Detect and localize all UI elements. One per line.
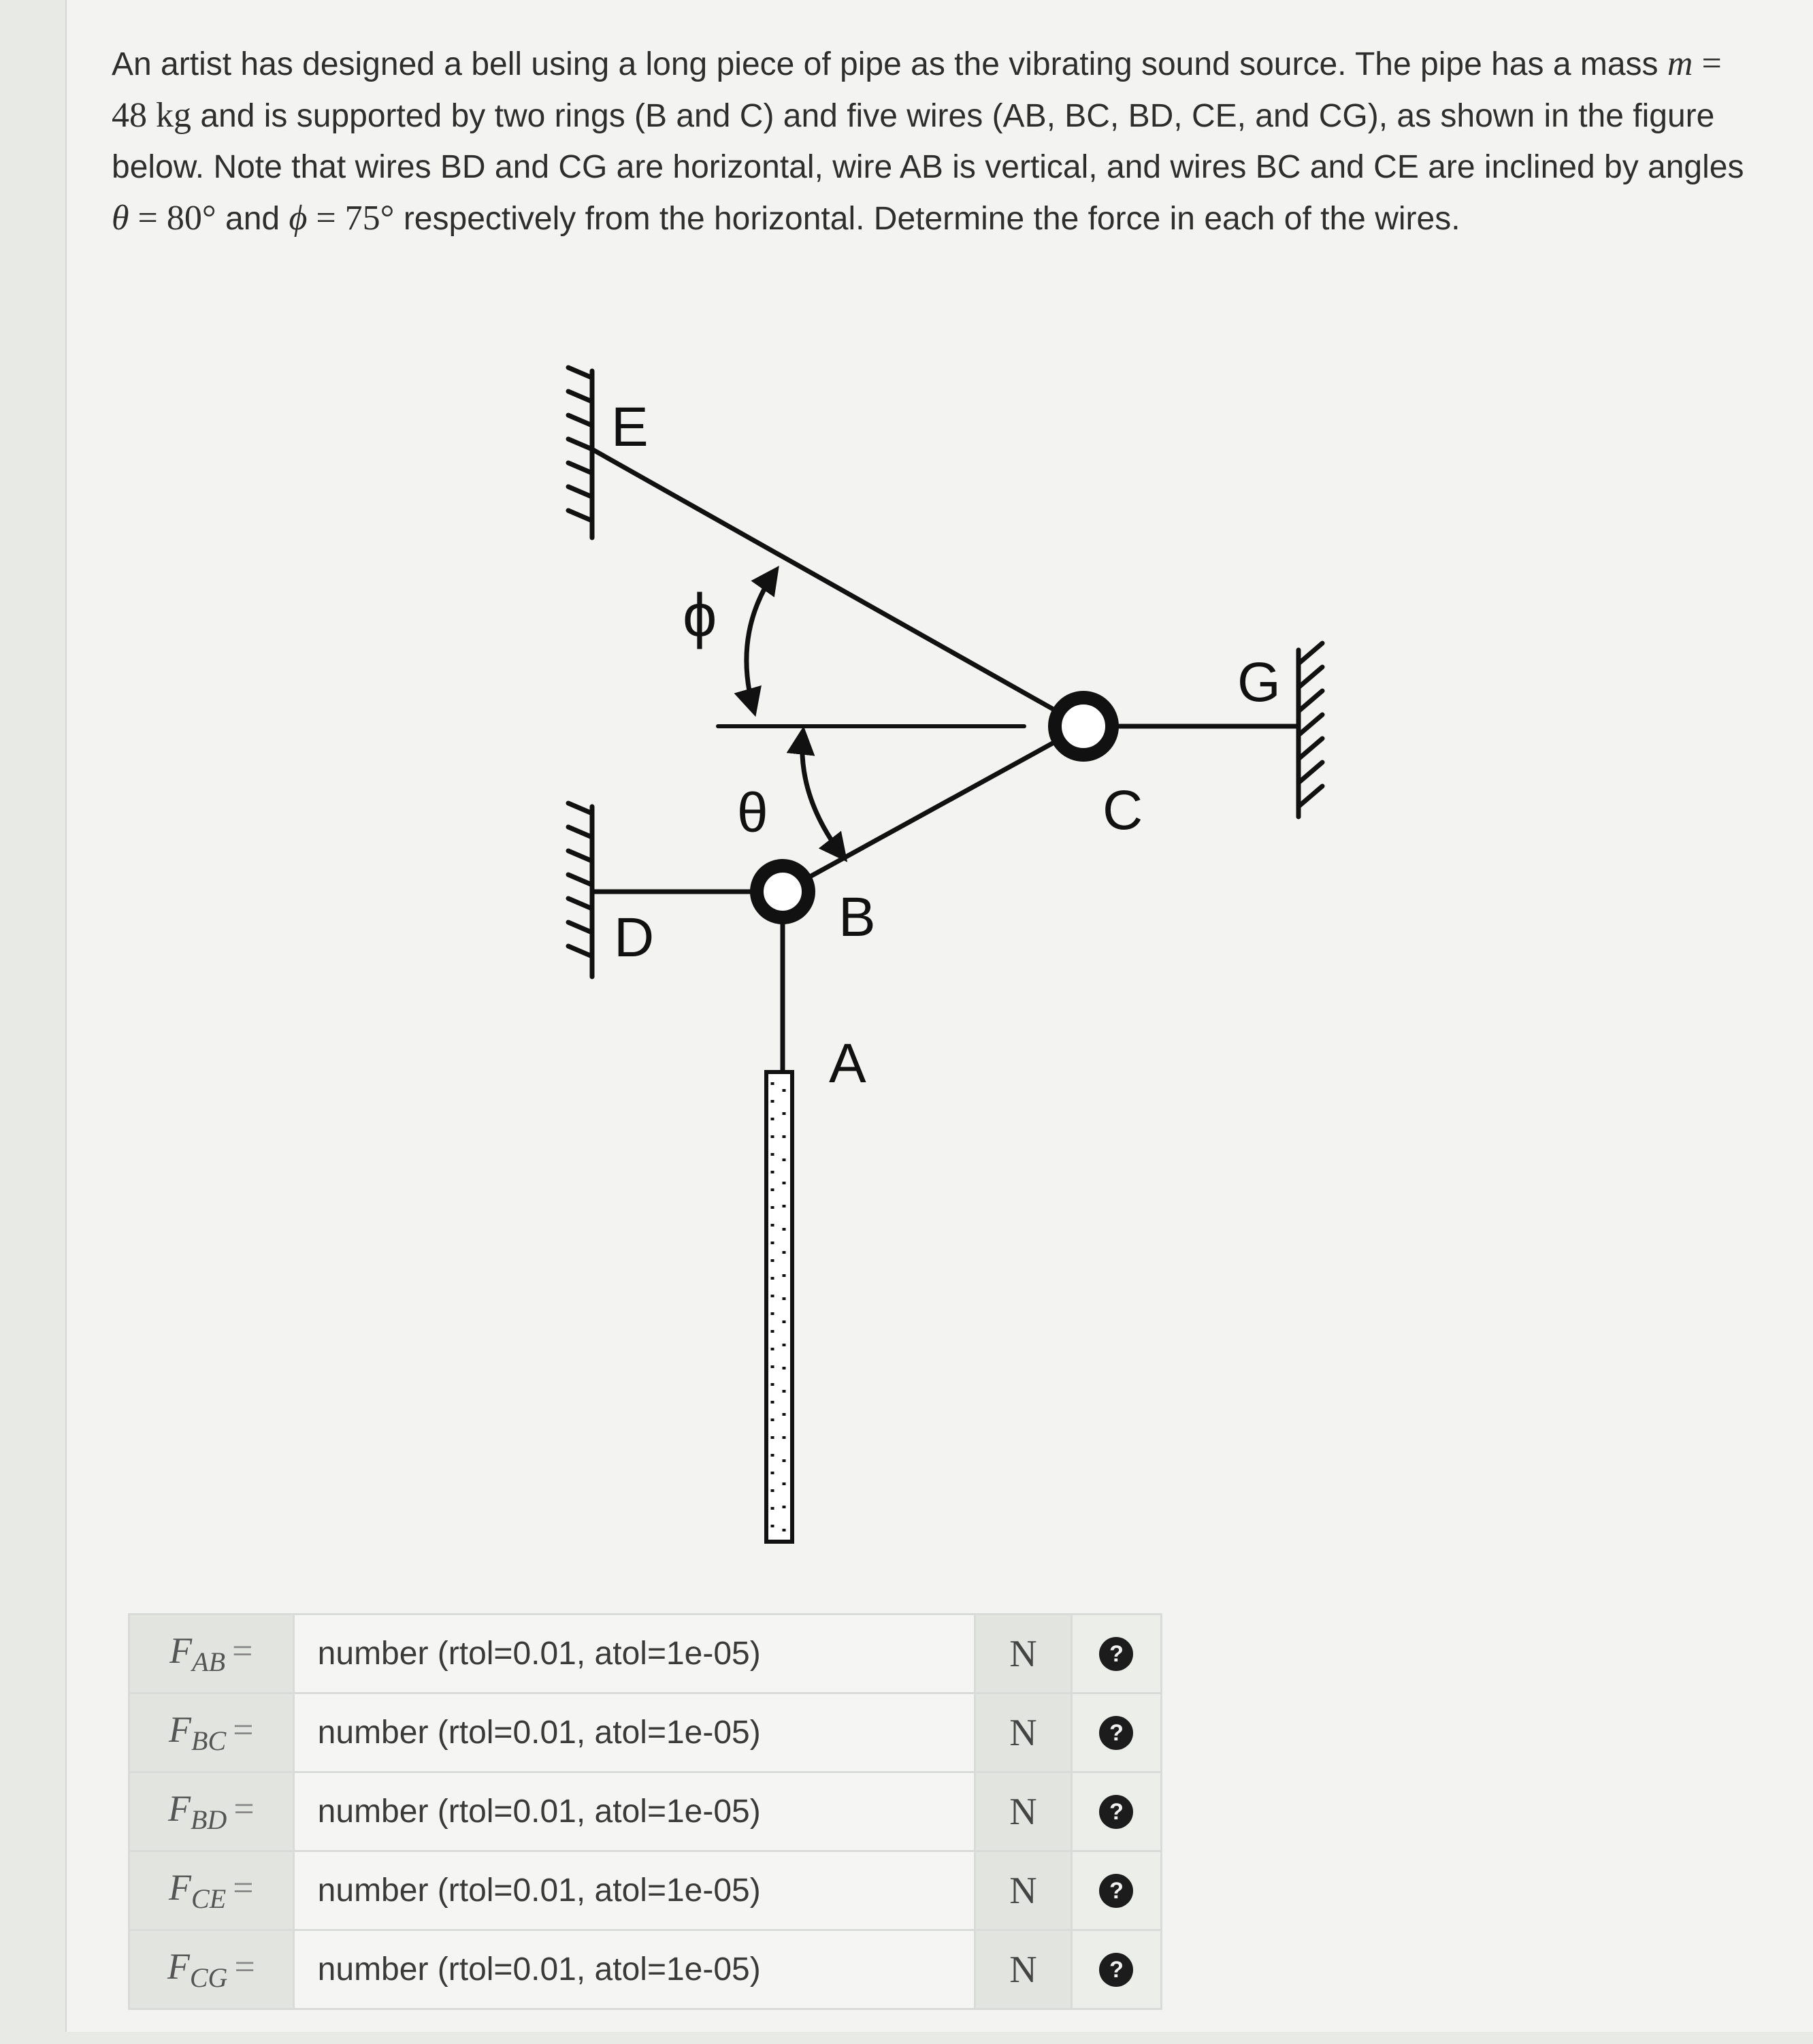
label-d: D xyxy=(614,907,655,969)
unit-label: N xyxy=(975,1930,1072,2009)
help-icon[interactable]: ? xyxy=(1099,1716,1133,1750)
theta-expression: θ = 80° xyxy=(112,199,216,238)
label-g: G xyxy=(1237,651,1281,713)
answer-label: $F_{BC}$ = xyxy=(129,1693,294,1772)
unit-label: N xyxy=(975,1851,1072,1930)
unit-label: N xyxy=(975,1693,1072,1772)
wall-e xyxy=(568,368,592,538)
answer-row-fce xyxy=(129,1851,1162,1930)
answer-label: $F_{BD}$ = xyxy=(129,1772,294,1851)
answer-label: $F_{AB}$ = xyxy=(129,1615,294,1693)
answer-table xyxy=(128,1613,1162,2010)
answer-row-fcg xyxy=(129,1930,1162,2009)
label-a: A xyxy=(829,1033,866,1094)
answer-label: $F_{CE}$ = xyxy=(129,1851,294,1930)
ring-c xyxy=(1055,698,1112,755)
label-phi: ϕ xyxy=(683,582,717,650)
ring-b xyxy=(757,866,808,918)
problem-text-4: respectively from the horizontal. Determine the force in each of the wires. xyxy=(394,201,1460,237)
unit-label: N xyxy=(975,1772,1072,1851)
help-icon[interactable]: ? xyxy=(1099,1874,1133,1908)
help-icon[interactable]: ? xyxy=(1099,1637,1133,1671)
answer-input-fcg[interactable] xyxy=(295,1931,974,2008)
phi-angle-arrow xyxy=(747,570,776,711)
label-c: C xyxy=(1102,779,1143,841)
wall-d xyxy=(568,803,592,977)
answer-label: $F_{CG}$ = xyxy=(129,1930,294,2009)
phi-expression: ϕ = 75° xyxy=(289,199,395,238)
theta-angle-arrow xyxy=(802,732,844,858)
problem-text-3: and xyxy=(216,201,289,237)
pipe xyxy=(766,1072,792,1542)
answer-input-fbd[interactable] xyxy=(295,1773,974,1850)
problem-text-1: An artist has designed a bell using a long piece of pipe as the vibrating sound source. The pipe has a mass xyxy=(112,46,1667,82)
answer-input-fbc[interactable] xyxy=(295,1694,974,1771)
answer-row-fbd xyxy=(129,1772,1162,1851)
label-e: E xyxy=(611,396,649,458)
wire-bc xyxy=(783,726,1083,892)
wall-g xyxy=(1298,643,1322,817)
answer-input-fab[interactable] xyxy=(295,1615,974,1692)
label-b: B xyxy=(838,886,876,948)
answer-row-fab xyxy=(129,1615,1162,1693)
unit-label: N xyxy=(975,1615,1072,1693)
answer-row-fbc xyxy=(129,1693,1162,1772)
mass-expression: m = 48 kg xyxy=(112,44,1722,135)
problem-text-2: and is supported by two rings (B and C) and five wires (AB, BC, BD, CE, and CG), as shown in the figure below. Note that wires BD and CG are horizontal, wire AB is vertical, and wires BC and CE are inclined by angles xyxy=(112,98,1744,185)
help-icon[interactable]: ? xyxy=(1099,1953,1133,1987)
answer-input-fce[interactable] xyxy=(295,1852,974,1929)
help-icon[interactable]: ? xyxy=(1099,1795,1133,1829)
label-theta: θ xyxy=(737,782,768,844)
wire-ce xyxy=(592,449,1083,726)
